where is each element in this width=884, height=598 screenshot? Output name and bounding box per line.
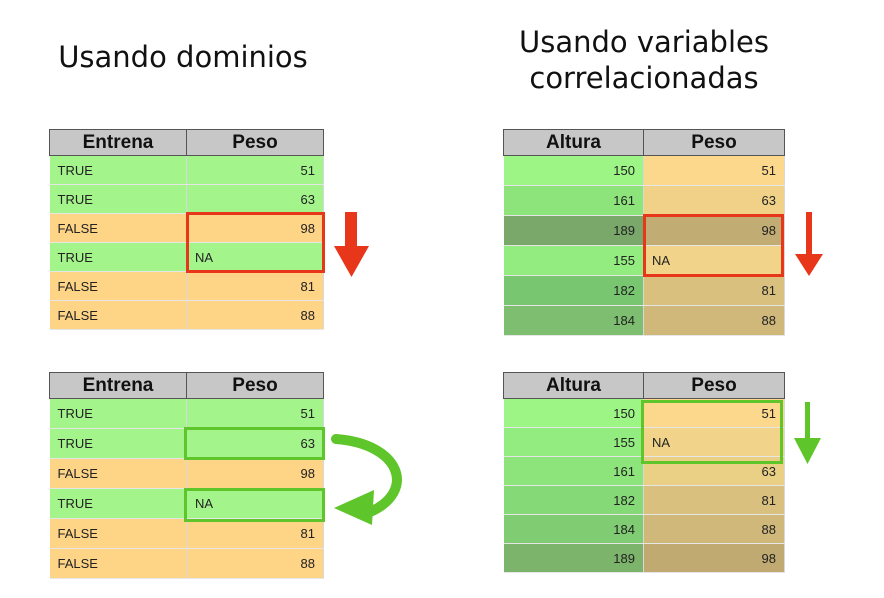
table-corr-before — [503, 129, 785, 336]
cell-right: 81 — [187, 519, 324, 549]
cell-right: 51 — [644, 399, 785, 428]
data-table — [49, 129, 324, 330]
cell-left: TRUE — [50, 185, 187, 214]
cell-left: 161 — [504, 457, 644, 486]
table-row — [50, 301, 324, 330]
table-row — [50, 519, 324, 549]
cell-left: 161 — [504, 186, 644, 216]
table-row — [504, 486, 785, 515]
table-row — [504, 428, 785, 457]
red-down-arrow-icon — [792, 210, 826, 280]
table-domain-after — [49, 372, 324, 579]
cell-left: TRUE — [50, 429, 187, 459]
table-row — [50, 489, 324, 519]
table-row — [504, 216, 785, 246]
cell-left: TRUE — [50, 399, 187, 429]
header-row — [504, 130, 785, 156]
cell-left: FALSE — [50, 301, 187, 330]
cell-right: 88 — [644, 515, 785, 544]
cell-right: NA — [187, 489, 324, 519]
table-row — [504, 186, 785, 216]
column-header: Altura — [504, 373, 644, 399]
cell-left: TRUE — [50, 243, 187, 272]
cell-left: 184 — [504, 306, 644, 336]
table-row — [504, 306, 785, 336]
column-header: Entrena — [50, 373, 187, 399]
table-row — [504, 515, 785, 544]
table-row — [504, 276, 785, 306]
table-row — [50, 214, 324, 243]
cell-left: TRUE — [50, 156, 187, 185]
cell-left: 182 — [504, 276, 644, 306]
table-row — [504, 544, 785, 573]
table-row — [50, 549, 324, 579]
cell-left: 155 — [504, 246, 644, 276]
cell-right: 88 — [187, 549, 324, 579]
table-row — [50, 272, 324, 301]
title-correlated-line2: correlacionadas — [529, 61, 759, 95]
header-row — [504, 373, 785, 399]
cell-left: TRUE — [50, 489, 187, 519]
cell-right: 88 — [187, 301, 324, 330]
column-header: Altura — [504, 130, 644, 156]
table-row — [50, 243, 324, 272]
cell-right: 51 — [187, 399, 324, 429]
column-header: Peso — [187, 130, 324, 156]
cell-right: 51 — [187, 156, 324, 185]
table-row — [50, 399, 324, 429]
cell-right: 81 — [644, 486, 785, 515]
table-row — [50, 185, 324, 214]
table-row — [50, 459, 324, 489]
cell-right: 98 — [644, 216, 785, 246]
cell-left: 184 — [504, 515, 644, 544]
table-row — [504, 457, 785, 486]
cell-left: 150 — [504, 399, 644, 428]
cell-right: 63 — [187, 429, 324, 459]
cell-right: NA — [644, 428, 785, 457]
cell-left: FALSE — [50, 519, 187, 549]
cell-left: 150 — [504, 156, 644, 186]
cell-right: 63 — [644, 457, 785, 486]
cell-left: 189 — [504, 544, 644, 573]
data-table — [49, 372, 324, 579]
table-row — [50, 156, 324, 185]
title-domains: Usando dominios — [58, 40, 308, 74]
cell-left: 182 — [504, 486, 644, 515]
cell-right: 98 — [644, 544, 785, 573]
cell-right: 88 — [644, 306, 785, 336]
cell-right: 98 — [187, 214, 324, 243]
cell-right: 63 — [187, 185, 324, 214]
column-header: Peso — [644, 373, 785, 399]
red-down-arrow-icon — [332, 210, 372, 280]
green-down-arrow-icon — [790, 400, 824, 470]
table-row — [50, 429, 324, 459]
header-row — [50, 130, 324, 156]
table-row — [504, 156, 785, 186]
green-curved-arrow-icon — [330, 432, 420, 532]
cell-right: 98 — [187, 459, 324, 489]
data-table — [503, 372, 785, 573]
cell-right: 81 — [644, 276, 785, 306]
cell-right: 81 — [187, 272, 324, 301]
cell-left: 189 — [504, 216, 644, 246]
data-table — [503, 129, 785, 336]
table-corr-after — [503, 372, 785, 573]
column-header: Entrena — [50, 130, 187, 156]
cell-left: 155 — [504, 428, 644, 457]
cell-right: NA — [187, 243, 324, 272]
column-header: Peso — [187, 373, 324, 399]
cell-left: FALSE — [50, 272, 187, 301]
cell-left: FALSE — [50, 459, 187, 489]
cell-right: 51 — [644, 156, 785, 186]
table-domain-before — [49, 129, 324, 330]
column-header: Peso — [644, 130, 785, 156]
title-correlated-line1: Usando variables — [519, 25, 769, 59]
table-row — [504, 246, 785, 276]
cell-right: 63 — [644, 186, 785, 216]
cell-right: NA — [644, 246, 785, 276]
table-row — [504, 399, 785, 428]
cell-left: FALSE — [50, 214, 187, 243]
header-row — [50, 373, 324, 399]
cell-left: FALSE — [50, 549, 187, 579]
